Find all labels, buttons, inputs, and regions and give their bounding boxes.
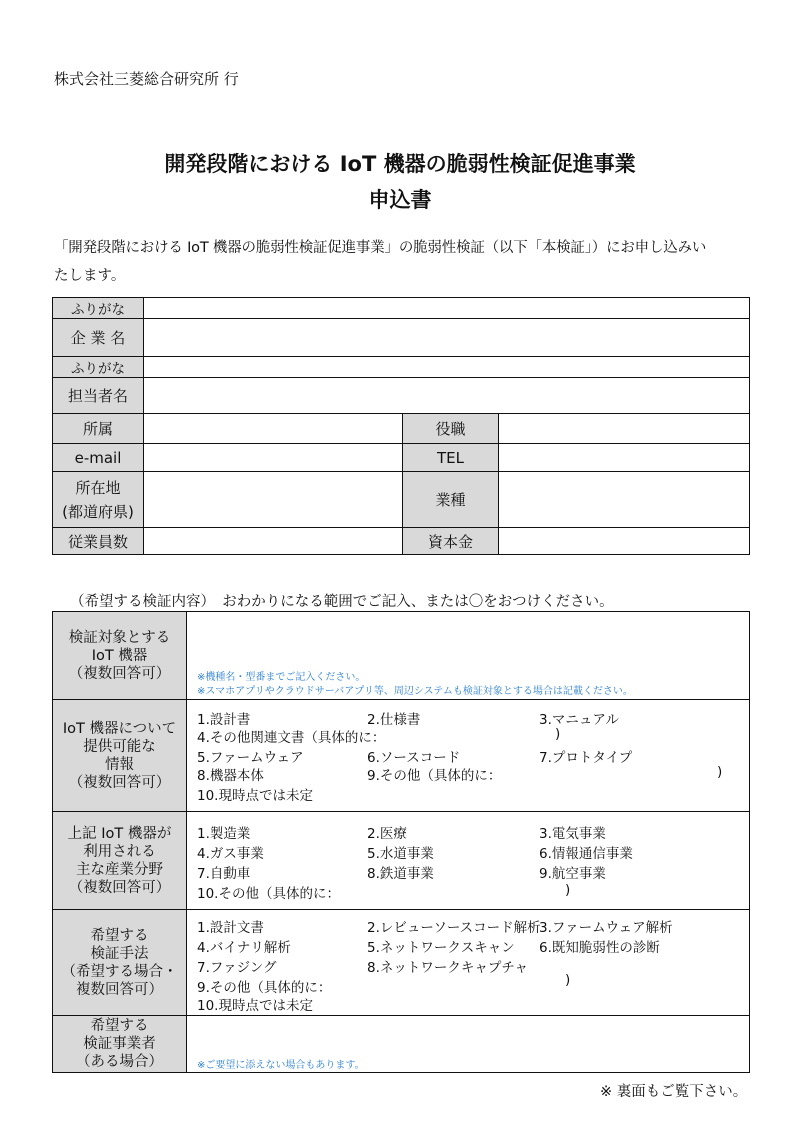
option[interactable]: 10.その他（具体的に： <box>197 886 340 902</box>
industry-options <box>187 812 750 910</box>
label-employees: 従業員数 <box>53 528 144 555</box>
label-department: 所属 <box>53 414 144 444</box>
option[interactable]: 9.その他（具体的に： <box>367 768 502 784</box>
verification-form <box>52 611 750 1073</box>
label-line: 上記 IoT 機器が <box>67 825 172 842</box>
capital-field[interactable] <box>499 528 750 555</box>
section-header: （希望する検証内容） おわかりになる範囲でご記入、または〇をおつけください。 <box>70 594 614 610</box>
label-capital: 資本金 <box>403 528 499 555</box>
option[interactable]: 4.バイナリ解析 <box>197 940 291 956</box>
option[interactable]: 1.設計書 <box>197 712 251 728</box>
label-line: 複数回答可） <box>76 981 163 998</box>
footer-note: ※ 裏面もご覧下さい。 <box>600 1084 748 1100</box>
option[interactable]: 6.既知脆弱性の診断 <box>539 940 660 956</box>
email-field[interactable] <box>144 444 403 472</box>
document-subtitle: 申込書 <box>368 188 432 212</box>
option[interactable]: 1.製造業 <box>197 826 251 842</box>
company-name-field[interactable] <box>144 319 750 357</box>
option-close-paren: ) <box>555 726 561 742</box>
tel-field[interactable] <box>499 444 750 472</box>
label-contact: 担当者名 <box>53 378 144 414</box>
option[interactable]: 2.レビューソースコード解析 <box>367 920 541 936</box>
label-provide-info <box>53 700 187 812</box>
company-furigana-field[interactable] <box>144 298 750 319</box>
option[interactable]: 3.電気事業 <box>539 826 606 842</box>
intro-text <box>54 234 754 290</box>
intro-line-1: 「開発段階における IoT 機器の脆弱性検証促進事業」の脆弱性検証（以下「本検証」）にお申し込みい <box>54 240 707 256</box>
label-line: （複数回答可） <box>68 665 171 682</box>
label-line: 情報 <box>105 756 134 773</box>
label-line: IoT 機器 <box>91 647 148 664</box>
option[interactable]: 4.ガス事業 <box>197 846 264 862</box>
label-line: 検証手法 <box>90 945 149 962</box>
label-line: 検証対象とする <box>68 629 171 646</box>
intro-line-2: たします。 <box>54 268 126 284</box>
label-tel: TEL <box>403 444 499 472</box>
option[interactable]: 3.マニュアル <box>539 712 619 728</box>
option[interactable]: 10.現時点では未定 <box>197 998 313 1014</box>
contact-furigana-field[interactable] <box>144 357 750 378</box>
label-line: 提供可能な <box>83 738 156 755</box>
target-note-2: ※スマホアプリやクラウドサーバアプリ等、周辺システムも検証対象とする場合は記載ください。 <box>197 686 633 697</box>
label-location <box>53 472 144 528</box>
label-target-device <box>53 612 187 700</box>
position-field[interactable] <box>499 414 750 444</box>
vendor-field[interactable] <box>187 1016 750 1073</box>
label-company: 企 業 名 <box>53 319 144 357</box>
option[interactable]: 7.自動車 <box>197 866 251 882</box>
option[interactable]: 5.ファームウェア <box>197 750 304 766</box>
provide-info-options <box>187 700 750 812</box>
label-furigana-contact: ふりがな <box>53 357 144 378</box>
label-line: 検証事業者 <box>83 1036 156 1052</box>
location-field[interactable] <box>144 472 403 528</box>
option[interactable]: 6.情報通信事業 <box>539 846 633 862</box>
option[interactable]: 9.航空事業 <box>539 866 606 882</box>
label-line: （複数回答可） <box>68 774 171 791</box>
option[interactable]: 8.ネットワークキャプチャ <box>367 960 528 976</box>
label-email: e-mail <box>53 444 144 472</box>
contact-name-field[interactable] <box>144 378 750 414</box>
option[interactable]: 6.ソースコード <box>367 750 461 766</box>
label-vendor <box>53 1016 187 1073</box>
label-line: 希望する <box>90 1018 149 1034</box>
label-method <box>53 910 187 1016</box>
label-line: （複数回答可） <box>68 879 171 896</box>
label-location-1: 所在地 <box>75 478 121 497</box>
method-options <box>187 910 750 1016</box>
addressee: 株式会社三菱総合研究所 行 <box>54 70 239 88</box>
label-furigana-company: ふりがな <box>53 298 144 319</box>
label-industry: 業種 <box>403 472 499 528</box>
option[interactable]: 5.水道事業 <box>367 846 434 862</box>
label-line: 希望する <box>90 927 149 944</box>
label-industry-field <box>53 812 187 910</box>
label-line: （希望する場合・ <box>61 963 178 980</box>
label-line: 利用される <box>83 843 156 860</box>
option[interactable]: 10.現時点では未定 <box>197 788 313 804</box>
option[interactable]: 4.その他関連文書（具体的に： <box>197 730 386 746</box>
option[interactable]: 7.ファジング <box>197 960 277 976</box>
option[interactable]: 9.その他（具体的に： <box>197 980 332 996</box>
option-close-paren: ) <box>565 972 571 988</box>
industry-field[interactable] <box>499 472 750 528</box>
option[interactable]: 8.機器本体 <box>197 768 264 784</box>
label-position: 役職 <box>403 414 499 444</box>
option-close-paren: ) <box>717 764 723 780</box>
vendor-note: ※ご要望に添えない場合もあります。 <box>197 1060 365 1071</box>
label-location-2: (都道府県) <box>62 502 134 521</box>
option[interactable]: 1.設計文書 <box>197 920 264 936</box>
document-title: 開発段階における IoT 機器の脆弱性検証促進事業 <box>164 152 636 176</box>
option[interactable]: 7.プロトタイプ <box>539 750 633 766</box>
label-line: （ある場合） <box>76 1054 163 1070</box>
employees-field[interactable] <box>144 528 403 555</box>
label-line: 主な産業分野 <box>76 861 163 878</box>
department-field[interactable] <box>144 414 403 444</box>
target-device-field[interactable] <box>187 612 750 700</box>
applicant-form <box>52 297 750 555</box>
option[interactable]: 5.ネットワークスキャン <box>367 940 515 956</box>
option[interactable]: 2.医療 <box>367 826 407 842</box>
target-note-1: ※機種名・型番までご記入ください。 <box>197 672 366 683</box>
option[interactable]: 3.ファームウェア解析 <box>539 920 673 936</box>
option[interactable]: 8.鉄道事業 <box>367 866 434 882</box>
option-close-paren: ) <box>565 882 571 898</box>
option[interactable]: 2.仕様書 <box>367 712 421 728</box>
label-line: IoT 機器について <box>62 720 177 737</box>
